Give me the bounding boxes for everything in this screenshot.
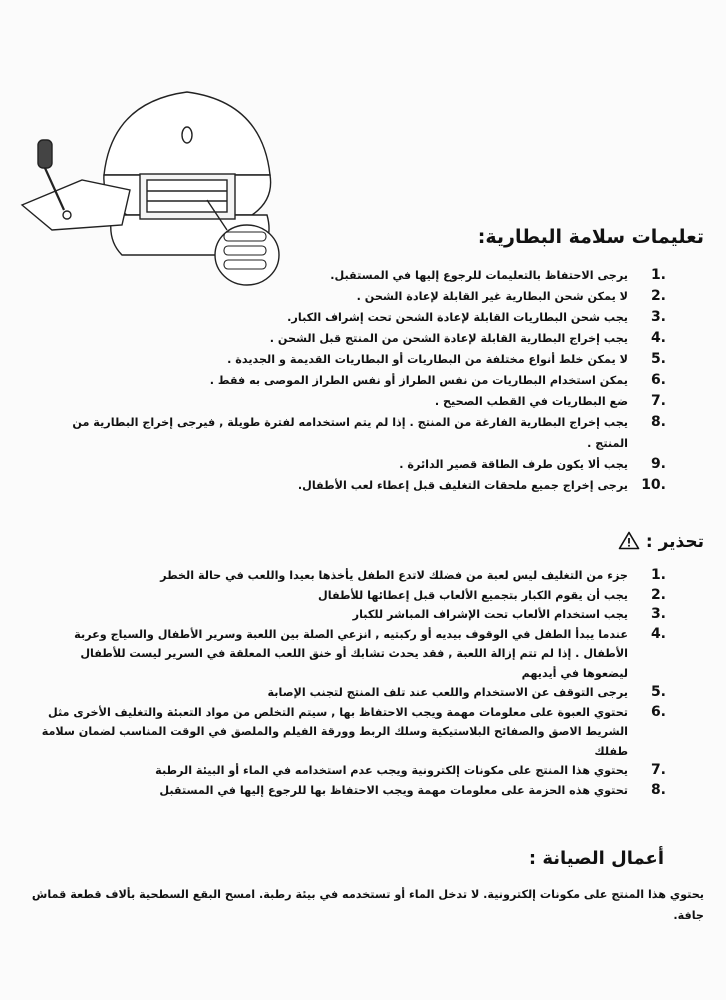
battery-safety-title: تعليمات سلامة البطارية: [477,226,704,248]
list-item: 10. يرجى إخراج جميع ملحقات التغليف قبل إعطاء لعب الأطفال. [297,477,666,493]
warning-list [36,566,666,800]
maintenance-title: أعمال الصيانة : [528,848,664,869]
list-item: 8. يجب إخراج البطارية الفارغة من المنتج . إذا لم يتم استخدامه لفترة طويلة , فيرجى إخراج البطارية من المنتج . [72,414,666,450]
list-item: 1. جزء من التغليف ليس لعبة من فضلك لاتدع الطفل يأخذها بعيدا واللعب في حالة الخطر [160,567,666,583]
list-item: 2. لا يمكن شحن البطارية غير القابلة لإعادة الشحن . [356,288,666,304]
maintenance-text: يحتوي هذا المنتج على مكونات إلكترونية. لا تدخل الماء أو تستخدمه في بيئة رطبة. امسح البقع السطحية بألاف قطعة قماش جافة. [31,888,704,922]
list-item: 2. يجب أن يقوم الكبار بتجميع الألعاب قبل إعطائها للأطفال [318,586,666,603]
list-item: 1. يرجى الاحتفاظ بالتعليمات للرجوع إليها في المستقبل. [330,267,666,283]
list-item: 9. يجب ألا يكون طرف الطاقة قصير الدائرة . [399,456,666,472]
list-item: 8. تحتوي هذه الحزمة على معلومات مهمة ويجب الاحتفاظ بها للرجوع إليها في المستقبل [159,781,666,798]
list-item: 7. يحتوي هذا المنتج على مكونات إلكترونية ويجب عدم استخدامه في الماء أو البيئة الرطبة [155,762,666,778]
list-item: 7. ضع البطاريات في القطب الصحيح . [434,393,666,409]
list-item: 6. يمكن استخدام البطاريات من نفس الطراز أو نفس الطراز الموصى به فقط . [209,372,666,388]
list-item: 4. عندما يبدأ الطفل في الوقوف بيديه أو ركبتيه , انزعي الصلة بين اللعبة وسرير الأطفال والسياج وعربة الأطفال . إذا لم تتم إزالة اللعبة , فقد يحدث تشابك أو خنق اللعب المعلقة في السرير ليست للأطفال ليضعوها في أيديهم [74,625,666,680]
warning-triangle-icon [618,531,640,550]
list-item: 3. يجب شحن البطاريات القابلة لإعادة الشحن تحت إشراف الكبار. [287,309,666,325]
warning-title [614,531,704,552]
battery-compartment-illustration [12,80,302,295]
list-item: 3. يجب استخدام الألعاب تحت الإشراف المباشر للكبار [352,606,666,622]
list-item: 5. يرجى التوقف عن الاستخدام واللعب عند تلف المنتج لتجنب الإصابة [267,684,666,700]
list-item: 5. لا يمكن خلط أنواع مختلفة من البطاريات أو البطاريات القديمة و الجديدة . [227,351,666,367]
battery-safety-list [36,265,666,496]
list-item: 4. يجب إخراج البطارية القابلة لإعادة الشحن من المنتج قبل الشحن . [269,330,666,346]
list-item: 6. تحتوي العبوة على معلومات مهمة ويجب الاحتفاظ بها , سيتم التخلص من مواد التعبئة والتغليف الأخرى مثل الشريط الاصق والصفائح البلاستيكية وسلك الربط وورقة الفيلم والملصق في الوقت المناسب لضمان سلامة طفلك [41,703,666,758]
warning-title-text: تحذير : [645,532,704,552]
